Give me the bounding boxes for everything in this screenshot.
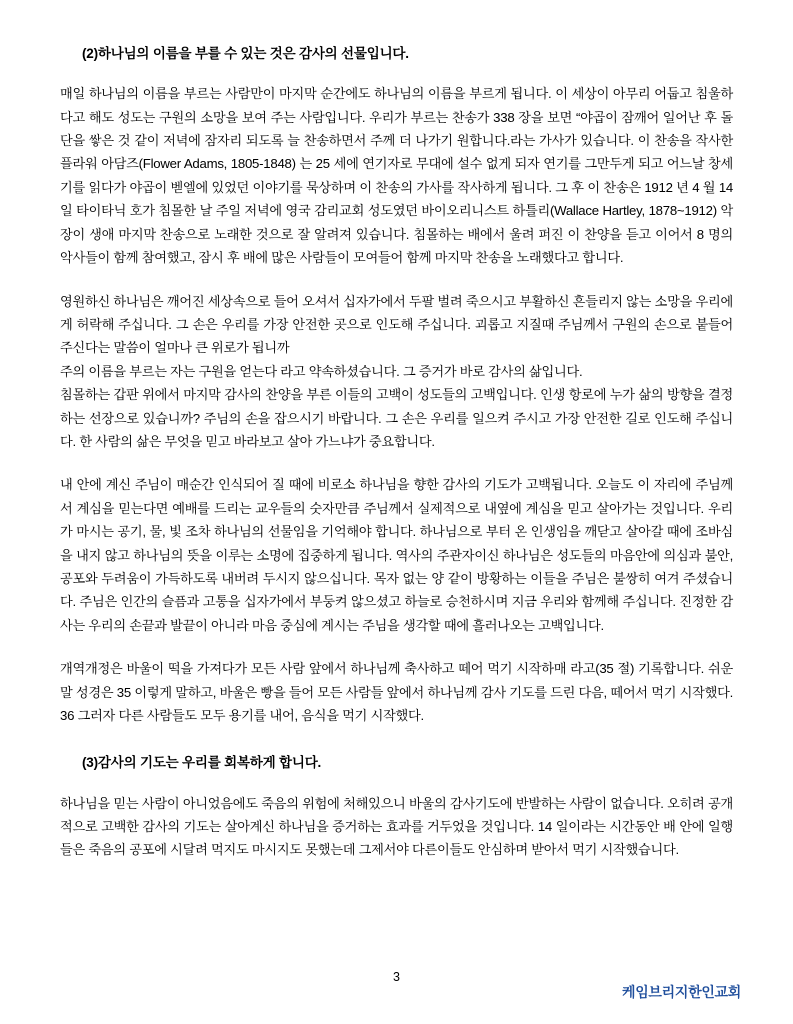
page-footer — [0, 966, 793, 1006]
paragraph: 주의 이름을 부르는 자는 구원을 얻는다 라고 약속하셨습니다. 그 증거가 바로 감사의 삶입니다. — [60, 363, 583, 379]
section-heading-3: (3)감사의 기도는 우리를 회복하게 합니다. — [82, 755, 322, 771]
paragraph: 하나님을 믿는 사람이 아니었음에도 죽음의 위험에 처해있으니 바울의 감사기도에 반발하는 사람이 없습니다. 오히려 공개적으로 고백한 감사의 기도는 살아계신 하나님을 증거하는 효과를 거두었을 것입니다. 14 일이라는 시간동안 배 안에 일행들은 죽음의 공포에 시달려 먹지도 마시지도 못했는데 그제서야 다른이들도 안심하며 받아서 먹기 시작했습니다. — [60, 795, 733, 858]
paragraph: 개역개정은 바울이 떡을 가져다가 모든 사람 앞에서 하나님께 축사하고 떼어 먹기 시작하매 라고(35 절) 기록합니다. 쉬운말 성경은 35 이렇게 말하고, 바울은 빵을 들어 모든 사람들 앞에서 하나님께 감사 기도를 드린 다음, 떼어서 먹기 시작했다. 36 그러자 다른 사람들도 모두 용기를 내어, 음식을 먹기 시작했다. — [60, 661, 733, 723]
paragraph: 내 안에 계신 주님이 매순간 인식되어 질 때에 비로소 하나님을 향한 감사의 기도가 고백됩니다. 오늘도 이 자리에 주님께서 계심을 믿는다면 예배를 드리는 교우들의 숫자만큼 주님께서 실제적으로 내옆에 계심을 믿고 살아가는 것입니다. 우리가 마시는 공기, 물, 빛 조차 하나님의 선물임을 기억해야 합니다. 하나님으로 부터 온 인생임을 깨닫고 살아갈 때에 조바심을 내지 않고 하나님의 뜻을 이루는 소명에 집중하게 됩니다. 역사의 주관자이신 하나님은 성도들의 마음안에 의심과 불안, 공포와 두려움이 가득하도록 내버려 두시지 않으십니다. 목자 없는 양 같이 방황하는 이들을 주님은 불쌍히 여겨 주셨습니다. 주님은 인간의 슬픔과 고통을 십자가에서 부둥켜 않으셨고 하늘로 승천하시며 지금 우리와 함께해 주십니다. 진정한 감사는 우리의 손끝과 발끝이 아니라 마음 중심에 계시는 주님을 생각할 때에 흘러나오는 고백입니다. — [60, 477, 733, 633]
page-number: 3 — [393, 970, 400, 984]
paragraph: 매일 하나님의 이름을 부르는 사람만이 마지막 순간에도 하나님의 이름을 부르게 됩니다. 이 세상이 아무리 어둡고 침울하다고 해도 성도는 구원의 소망을 보여 주는 사람입니다. 우리가 부르는 찬송가 338 장을 보면 “야곱이 잠깨어 일어난 후 돌단을 쌓은 것 같이 저녁에 잠자리 되도록 늘 찬송하면서 주께 더 나가기 원합니다.라는 가사가 있습니다. 이 찬송을 작사한 플라워 아담즈(Flower Adams, 1805-1848) 는 25 세에 연기자로 무대에 설수 없게 되자 연기를 그만두게 되고 어느날 창세기를 읽다가 야곱이 벧엘에 있었던 이야기를 묵상하며 이 찬송의 가사를 작사하게 됩니다. 그 후 이 찬송은 1912 년 4 월 14 일 타이타닉 호가 침몰한 날 주일 저녁에 영국 감리교회 성도였던 바이오리니스트 하틀리(Wallace Hartley, 1878~1912) 악장이 생애 마지막 찬송으로 노래한 것으로 잘 알려져 있습니다. 침몰하는 배에서 울려 퍼진 이 찬양을 듣고 이어서 8 명의 악사들이 함께 참여했고, 잠시 후 배에 많은 사람들이 모여들어 함께 마지막 찬송을 노래했다고 합니다. — [60, 86, 733, 266]
section-heading-2: (2)하나님의 이름을 부를 수 있는 것은 감사의 선물입니다. — [82, 46, 409, 61]
paragraph: 침몰하는 갑판 위에서 마지막 감사의 찬양을 부른 이들의 고백이 성도들의 고백입니다. 인생 항로에 누가 삶의 방향을 결정하는 선장으로 있습니까? 주님의 손을 잡으시기 바랍니다. 그 손은 우리를 일으켜 주시고 가장 안전한 길로 인도해 주십니다. 한 사람의 삶은 무엇을 믿고 바라보고 살아 가느냐가 중요합니다. — [60, 387, 733, 449]
church-name-logo: 케임브리지한인교회 — [621, 984, 741, 1000]
paragraph: 영원하신 하나님은 깨어진 세상속으로 들어 오셔서 십자가에서 두팔 벌려 죽으시고 부활하신 흔들리지 않는 소망을 우리에게 허락해 주십니다. 그 손은 우리를 가장 안전한 곳으로 인도해 주십니다. 괴롭고 지질때 주님께서 구원의 손으로 붙들어 주신다는 말씀이 얼마나 큰 위로가 됩니까 — [60, 293, 733, 356]
